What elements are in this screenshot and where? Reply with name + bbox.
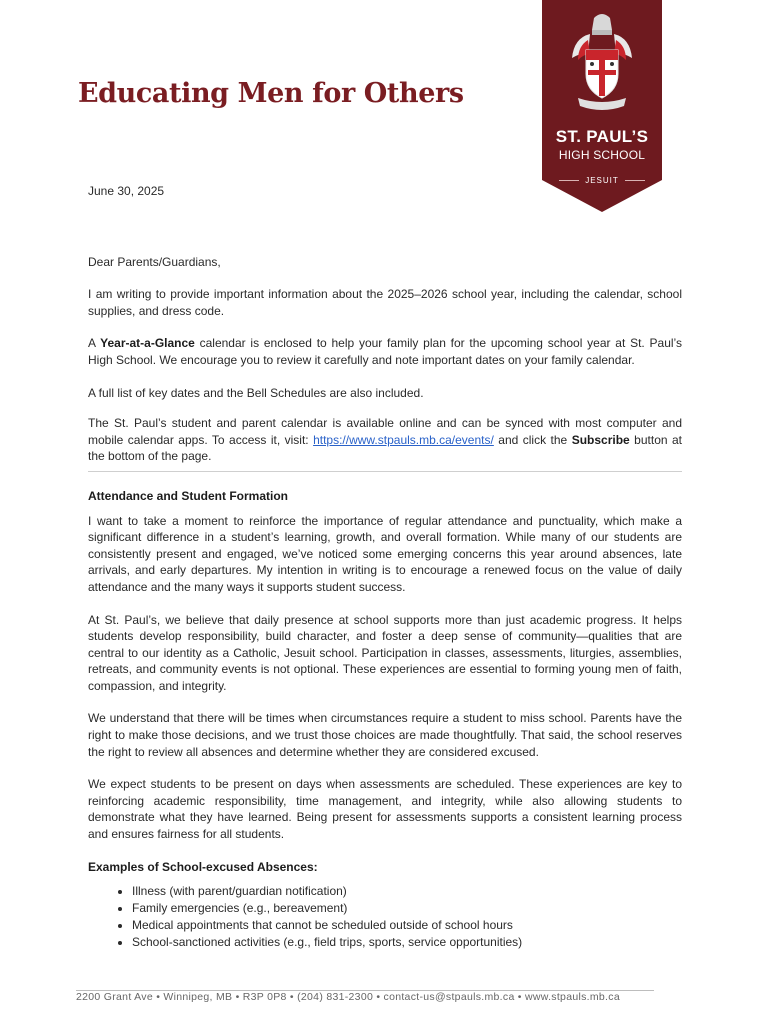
intro-paragraph: I am writing to provide important information about the 2025–2026 school year, including the calendar, school supplies, and dress code. [88, 287, 682, 318]
school-name-line1: ST. PAUL’S [555, 127, 649, 146]
page-title-motto: Educating Men for Others [78, 78, 464, 109]
year-at-a-glance-paragraph [88, 335, 682, 368]
calendar-paragraph [88, 415, 682, 465]
text-span: A [88, 336, 101, 351]
letter-body [88, 183, 682, 951]
excused-absences-list [88, 883, 682, 951]
attendance-heading: Attendance and Student Formation [88, 488, 289, 503]
letter-date: June 30, 2025 [88, 184, 165, 198]
jesuit-label: JESUIT [585, 175, 619, 185]
divider [625, 180, 645, 181]
text-span: and click the [493, 432, 572, 447]
text-span: The St. Paul’s student and parent calendar is available online and can be synced with most computer and mobile calendar apps. To access it, visit: [88, 416, 682, 447]
text-span: button at the bottom of the page. [88, 432, 683, 464]
list-item: • Family emergencies (e.g., bereavement) [132, 900, 682, 917]
list-item: • Illness (with parent/guardian notification) [132, 883, 682, 900]
key-dates-paragraph: A full list of key dates and the Bell Schedules are also included. [88, 385, 424, 400]
text-span: calendar is enclosed to help your family plan for the upcoming school year at St. Paul’s High School. We encourage you to review it carefully and note important dates on your family calendar. [88, 336, 682, 367]
attendance-paragraph-3: We understand that there will be times when circumstances require a student to miss school. Parents have the right to make those decisions, and we trust those choices are made thoughtfully. That said, the school reserves the right to review all absences and determine whether they are considered excused. [88, 711, 682, 759]
year-at-a-glance-label: Year-at-a-Glance [100, 336, 195, 351]
attendance-paragraph-4: We expect students to be present on days when assessments are scheduled. These experiences are key to reinforcing academic responsibility, time management, and integrity, while also allowing students to demonstrate what they have learned. Being present for assessments supports a consistent learning process and ensures fairness for all students. [88, 777, 682, 842]
excused-absences-heading: Examples of School-excused Absences: [88, 859, 318, 874]
divider [559, 180, 579, 181]
events-link[interactable]: https://www.stpauls.mb.ca/events/ [313, 432, 494, 447]
list-item: • Medical appointments that cannot be scheduled outside of school hours [132, 917, 682, 934]
salutation: Dear Parents/Guardians, [88, 254, 221, 269]
subscribe-label: Subscribe [571, 432, 630, 447]
footer-contact: 2200 Grant Ave • Winnipeg, MB • R3P 0P8 • (204) 831-2300 • contact-us@stpauls.mb.ca • www.stpauls.mb.ca [76, 991, 620, 1003]
school-name-line2: HIGH SCHOOL [558, 148, 646, 162]
list-item: • School-sanctioned activities (e.g., field trips, sports, service opportunities) [132, 934, 682, 951]
attendance-paragraph-1: I want to take a moment to reinforce the importance of regular attendance and punctuality, which make a significant difference in a student’s learning, growth, and overall formation. While many of our students are consistently present and engaged, we’ve noticed some emerging concerns this year around absences, late arrivals, and early departures. My intention in writing is to encourage a renewed focus on the value of daily attendance and the many ways it supports student success. [88, 513, 682, 594]
divider [88, 471, 682, 472]
attendance-paragraph-2: At St. Paul’s, we believe that daily presence at school supports more than just academic progress. It helps students develop responsibility, build character, and foster a deep sense of community—qualities that are central to our identity as a Catholic, Jesuit school. Participation in classes, assessments, liturgies, assemblies, retreats, and community events is not optional. These experiences are essential to forming young men of faith, compassion, and integrity. [88, 612, 682, 693]
